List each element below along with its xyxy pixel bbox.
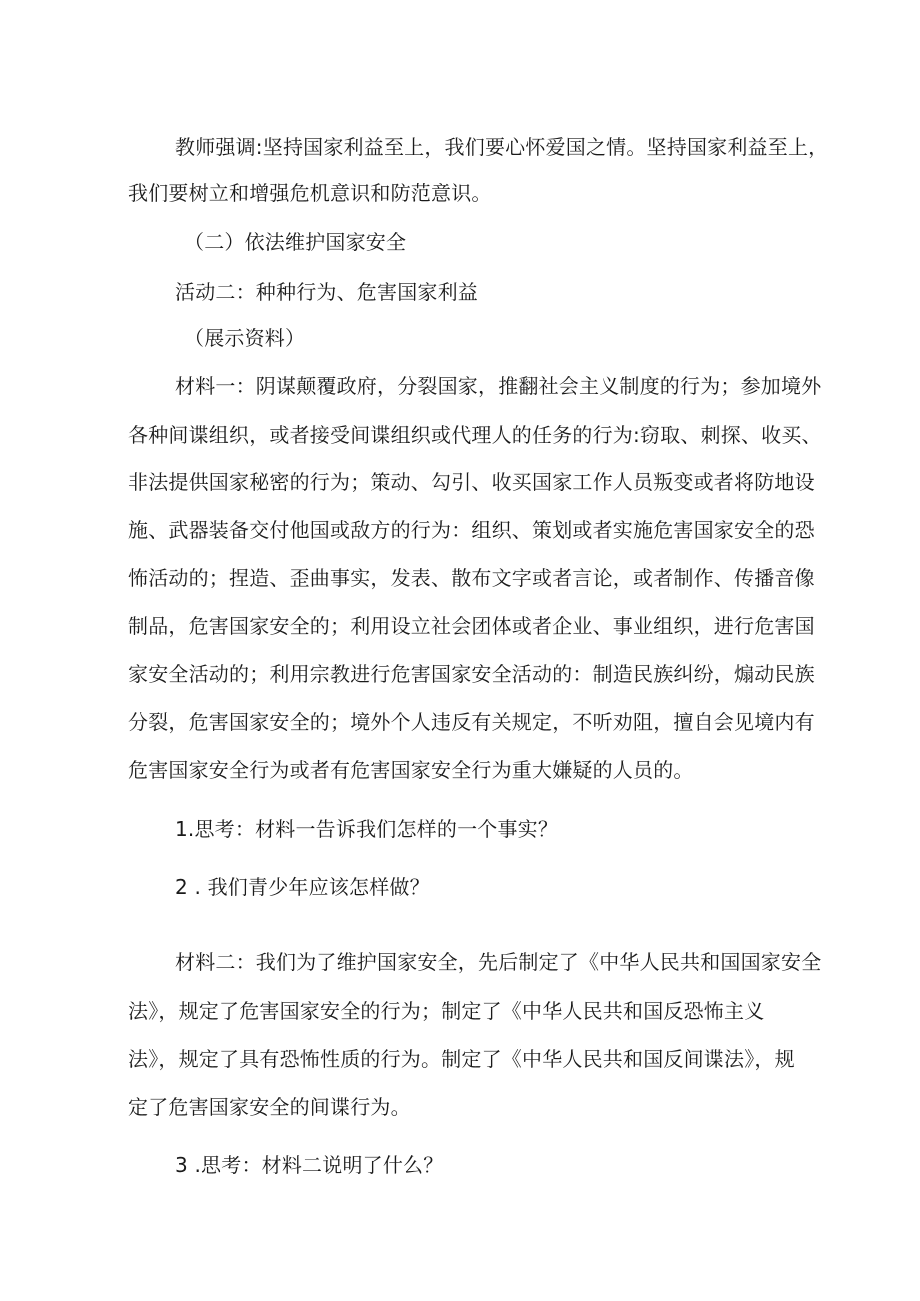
activity-title: 活动二：种种行为、危害国家利益	[175, 280, 478, 304]
material-one-line-6: 制品，危害国家安全的；利用设立社会团体或者企业、事业组织，进行危害国	[128, 614, 815, 638]
material-one-line-4: 施、武器装备交付他国或敌方的行为：组织、策划或者实施危害国家安全的恐	[128, 518, 815, 542]
material-two-line-4: 定了危害国家安全的间谍行为。	[128, 1095, 411, 1119]
text-line-2: 我们要树立和增强危机意识和防范意识。	[128, 181, 492, 205]
question-2: 2 . 我们青少年应该怎样做？	[175, 875, 430, 899]
show-material-note: （展示资料）	[184, 326, 306, 350]
material-one-line-5: 怖活动的；捏造、歪曲事实，发表、散布文字或者言论，或者制作、传播音像	[128, 566, 815, 590]
section-heading: （二）依法维护国家安全	[184, 230, 407, 254]
text-line-1: 教师强调:坚持国家利益至上，我们要心怀爱国之情。坚持国家利益至上，	[175, 135, 829, 159]
material-one-line-1: 材料一：阴谋颠覆政府，分裂国家，推翻社会主义制度的行为；参加境外	[175, 374, 822, 398]
question-3: 3 .思考：材料二说明了什么？	[175, 1153, 444, 1177]
material-one-line-2: 各种间谍组织，或者接受间谍组织或代理人的任务的行为:窃取、刺探、收买、	[128, 423, 822, 447]
material-two-line-3: 法》，规定了具有恐怖性质的行为。制定了《中华人民共和国反间谍法》，规	[128, 1047, 795, 1071]
material-one-line-8: 分裂，危害国家安全的；境外个人违反有关规定，不听劝阻，擅自会见境内有	[128, 710, 815, 734]
material-two-line-1: 材料二：我们为了维护国家安全，先后制定了《中华人民共和国国家安全	[175, 950, 822, 974]
material-one-line-9: 危害国家安全行为或者有危害国家安全行为重大嫌疑的人员的。	[128, 758, 694, 782]
material-two-line-2: 法》，规定了危害国家安全的行为；制定了《中华人民共和国反恐怖主义	[128, 999, 765, 1023]
question-1: 1.思考：材料一告诉我们怎样的一个事实？	[175, 817, 559, 841]
material-one-line-7: 家安全活动的；利用宗教进行危害国家安全活动的：制造民族纠纷，煽动民族	[128, 662, 815, 686]
material-one-line-3: 非法提供国家秘密的行为；策动、勾引、收买国家工作人员叛变或者将防地设	[128, 470, 815, 494]
